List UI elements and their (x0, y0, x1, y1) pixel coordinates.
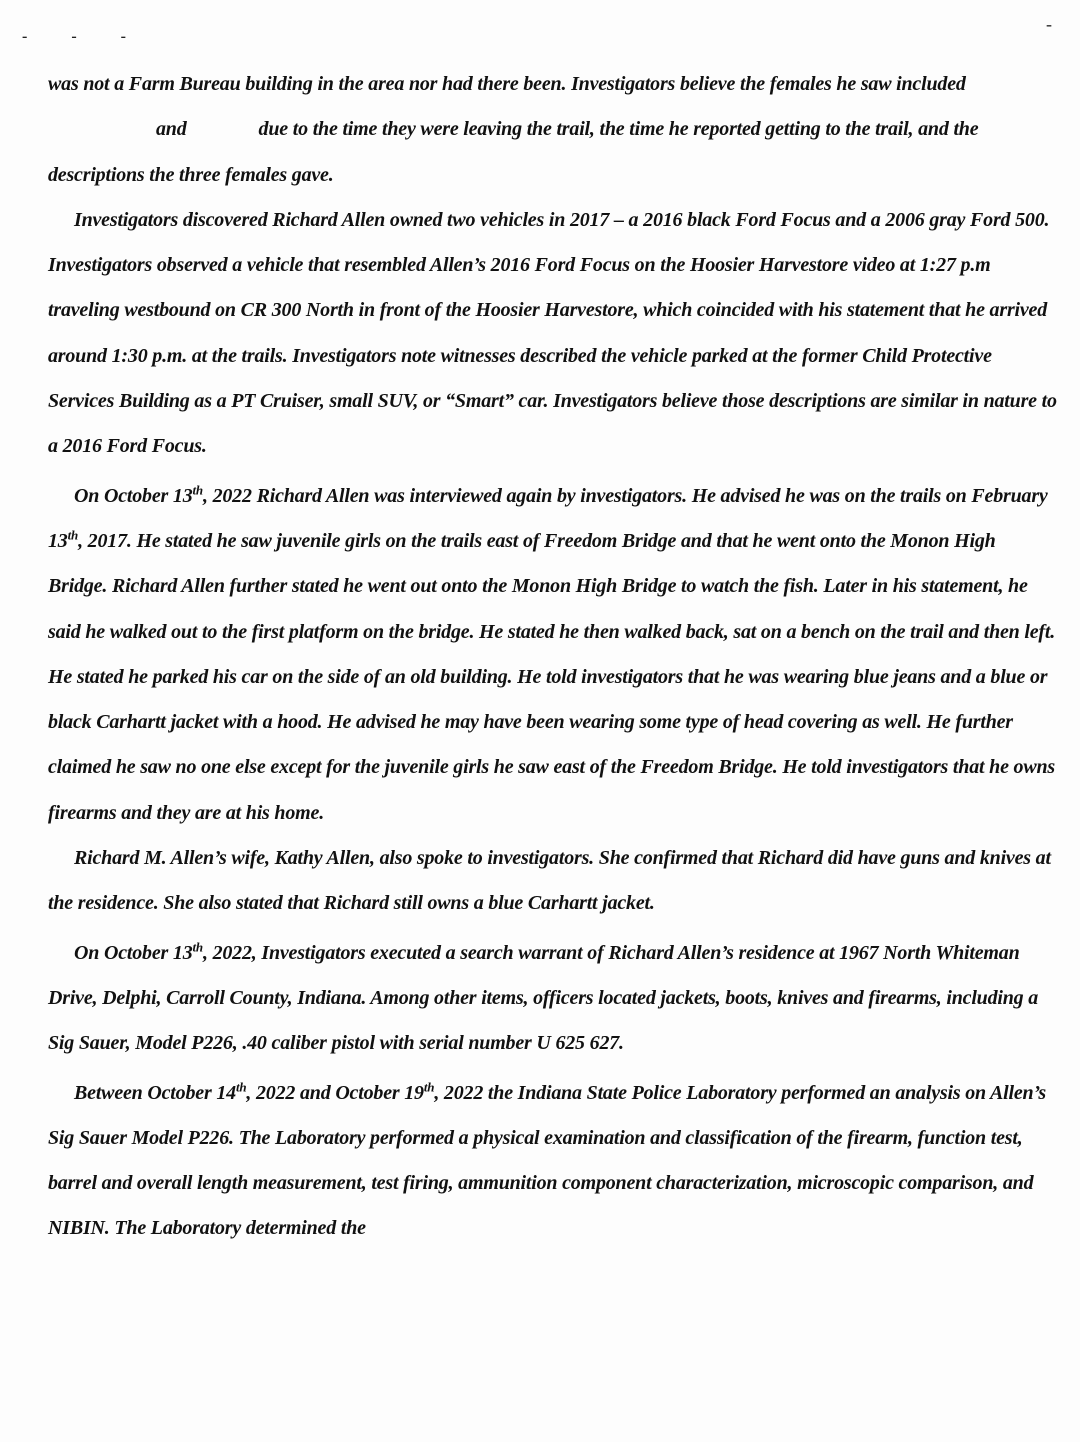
paragraph-text: , 2022 and October 19 (246, 1081, 424, 1104)
paragraph-text: due to the time they were leaving the trail, the time he reported getting to the trail, and the descriptions the three females gave. (48, 118, 979, 186)
paragraph-text: Richard M. Allen’s wife, Kathy Allen, also spoke to investigators. She confirmed that Richard did have guns and knives at the residence. She also stated that Richard still owns a blue Carhartt jacket. (48, 847, 1051, 915)
paragraph-text: , 2022 Richard Allen was interviewed again by investigators. He advised he was on the trails on February 13 (48, 484, 1048, 552)
paragraph-text: was not a Farm Bureau building in the area nor had there been. Investigators believe the females he saw included (48, 73, 966, 95)
superscript: th (235, 1078, 247, 1094)
paragraph-text: Between October 14 (74, 1081, 236, 1104)
paragraph-text: , 2022, Investigators executed a search warrant of Richard Allen’s residence at 1967 North Whiteman Drive, Delphi, Carroll County, Indiana. Among other items, officers located jackets, boots, knives and firearms, including a Sig Sauer, Model P226, .40 caliber pistol with serial number U 625 627. (48, 941, 1039, 1055)
paragraph-text: On October 13 (74, 941, 193, 964)
paragraph-lab-analysis (48, 1071, 1058, 1252)
superscript: th (192, 938, 203, 954)
paragraph-text: and (156, 118, 187, 141)
superscript: th (192, 482, 203, 498)
paragraph-wife-statement (48, 836, 1058, 927)
document-body (48, 62, 1058, 1252)
paragraph-text: Investigators discovered Richard Allen owned two vehicles in 2017 – a 2016 black Ford Focus and a 2006 gray Ford 500. Investigators observed a vehicle that resembled Allen’s 2016 Ford Focus on the Hoosier Harvestore video at 1:27 p.m traveling westbound on CR 300 North in front of the Hoosier Harvestore, which coincided with his statement that he arrived around 1:30 p.m. at the trails. Investigators note witnesses described the vehicle parked at the former Child Protective Services Building as a PT Cruiser, small SUV, or “Smart” car. Investigators believe those descriptions are similar in nature to a 2016 Ford Focus. (48, 208, 1057, 458)
paragraph-search-warrant (48, 931, 1058, 1067)
paragraph-text: , 2017. He stated he saw juvenile girls on the trails east of Freedom Bridge and that he went onto the Monon High Bridge. Richard Allen further stated he went out onto the Monon High Bridge to watch the fish. Later in his statement, he said he walked out to the first platform on the bridge. He stated he then walked back, sat on a bench on the trail and then left. He stated he parked his car on the side of an old building. He told investigators that he was wearing blue jeans and a blue or black Carhartt jacket with a hood. He advised he may have been wearing some type of head covering as well. He further claimed he saw no one else except for the juvenile girls he saw east of the Freedom Bridge. He told investigators that he owns firearms and they are at his home. (48, 529, 1056, 824)
paragraph-interview (48, 474, 1058, 836)
scan-mark-top-left: ‑ ‑ ‑ (22, 28, 146, 45)
paragraph-vehicles (48, 198, 1058, 470)
paragraph-farm-bureau (48, 62, 1058, 198)
superscript: th (423, 1078, 435, 1094)
superscript: th (67, 527, 79, 543)
paragraph-text: , 2022 the Indiana State Police Laboratory performed an analysis on Allen’s Sig Sauer Model P226. The Laboratory performed a physical examination and classification of the firearm, function test, barrel and overall length measurement, test firing, ammunition component characterization, microscopic comparison, and NIBIN. The Laboratory determined the (48, 1081, 1047, 1240)
scan-marks (22, 28, 146, 46)
paragraph-text: On October 13 (74, 484, 193, 507)
scan-mark-top-right: ‑ (1046, 14, 1052, 34)
